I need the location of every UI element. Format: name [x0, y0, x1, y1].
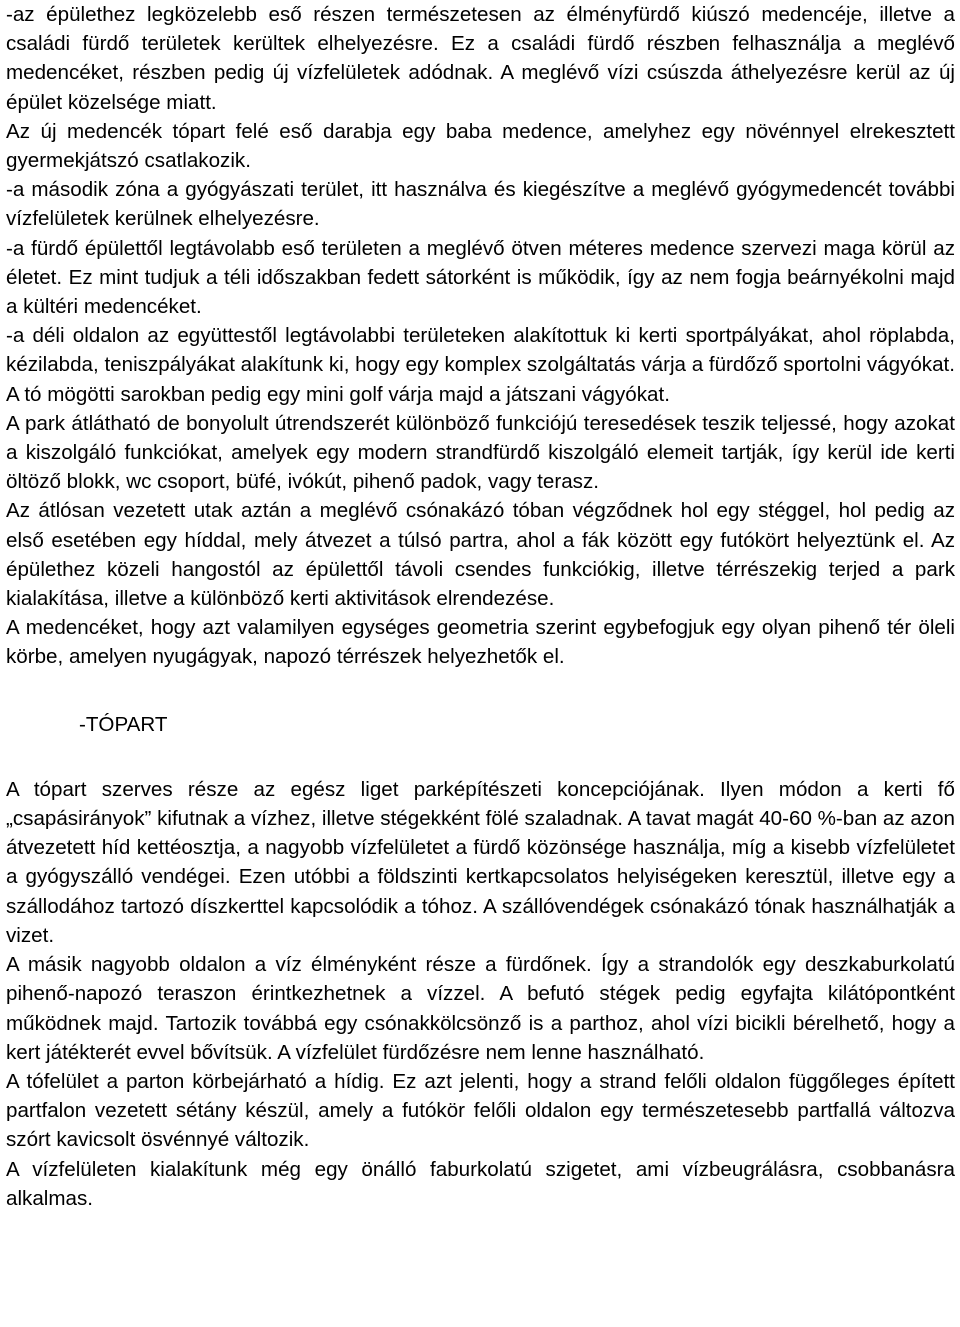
paragraph-fifty-meter-pool: -a fürdő épülettől legtávolabb eső területen a meglévő ötven méteres medence szervezi maga körül az életet. Ez mint tudjuk a téli időszakban fedett sátorként is működik, így az nem fogja beárnyékolni majd a kültéri medencéket.: [6, 236, 955, 319]
paragraph-diagonal-paths: Az átlósan vezetett utak aztán a meglévő csónakázó tóban végződnek hol egy stéggel, hol pedig az első esetében egy híddal, mely átvezet a túlsó partra, ahol a fák között egy futókört helyeztünk el. Az épülethez közeli hangostól az épülettől távoli csendes funkciókig, illetve térrészekig terjed a park kialakítása, illetve a különböző kerti aktivitások elrendezése.: [6, 499, 955, 611]
paragraph-baby-pool: Az új medencék tópart felé eső darabja egy baba medence, amelyhez egy növénnyel elrekesztett gyermekjátszó csatlakozik.: [6, 119, 955, 173]
paragraph-park-paths: A park átlátható de bonyolult útrendszerét különböző funkciójú teresedések teszik teljessé, hogy azokat a kiszolgáló funkciókat, amelyek egy modern strandfürdő kiszolgáló elemeit tartják, így kerül ide kerti öltöző blokk, wc csoport, büfé, ivókút, pihenő padok, vagy terasz.: [6, 411, 955, 494]
paragraph-wooden-island: A vízfelületen kialakítunk még egy önálló faburkolatú szigetet, ami vízbeugrálásra, csobbanásra alkalmas.: [6, 1157, 955, 1210]
document-page: [6, 0, 955, 1213]
paragraph-lakeshore-concept: A tópart szerves része az egész liget parképítészeti koncepciójának. Ilyen módon a kerti fő „csapásirányok” kifutnak a vízhez, illetve stégekként fölé szaladnak. A tavat magát 40-60 %-ban az azon átvezetett híd kettéosztja, a nagyobb vízfelületet a fürdő közönsége használja, míg a kisebb vízfelületet a gyógyszálló vendégei. Ezen utóbbi a földszinti kertkapcsolatos helyiségeken keresztül, illetve egy a szállodához tartozó díszkerttel kapcsolódik a tóhoz. A szállóvendégek csónakázó tónak használhatják a vizet.: [6, 777, 955, 947]
paragraph-lake-walkway: A tófelület a parton körbejárható a hídig. Ez azt jelenti, hogy a strand felőli oldalon függőleges épített partfalon vezetett sétány készül, amely a futókör felőli oldalon egy természetesebb partfallá változva szórt kavicsolt ösvénnyé változik.: [6, 1069, 955, 1152]
paragraph-pool-rest-area: A medencéket, hogy azt valamilyen egységes geometria szerint egybefogjuk egy olyan pihenő tér öleli körbe, amelyen nyugágyak, napozó térrészek helyezhetők el.: [6, 616, 955, 669]
paragraph-lake-bathing-side: A másik nagyobb oldalon a víz élményként része a fürdőnek. Így a strandolók egy deszkaburkolatú pihenő-napozó teraszon érintkezhetnek a vízzel. A befutó stégek pedig egyfajta kilátópontként működnek majd. Tartozik továbbá egy csónakkölcsönző is a parthoz, ahol vízi bicikli bérelhető, hogy a kert játékterét evvel bővítsük. A vízfelület fürdőzésre nem lenne használható.: [6, 953, 955, 1064]
paragraph-sports-fields: -a déli oldalon az együttestől legtávolabbi területeken alakítottuk ki kerti sportpályákat, ahol röplabda, kézilabda, teniszpályákat alakítunk ki, hogy egy komplex szolgáltatás várja a fürdőző sportolni vágyókat. A tó mögötti sarokban pedig egy mini golf várja majd a játszani vágyókat.: [6, 324, 955, 406]
section-heading-topart: -TÓPART: [79, 712, 168, 736]
paragraph-therapy-zone: -a második zóna a gyógyászati terület, itt használva és kiegészítve a meglévő gyógymedencét további vízfelületek kerülnek elhelyezésre.: [6, 178, 955, 231]
paragraph-pool-zone-family: -az épülethez legközelebb eső részen természetesen az élményfürdő kiúszó medencéje, illetve a családi fürdő területek kerültek elhelyezésre. Ez a családi fürdő részben felhasználja a meglévő medencéket, részben pedig új vízfelületek adódnak. A meglévő vízi csúszda áthelyezésre kerül az új épület közelsége miatt.: [6, 3, 955, 114]
